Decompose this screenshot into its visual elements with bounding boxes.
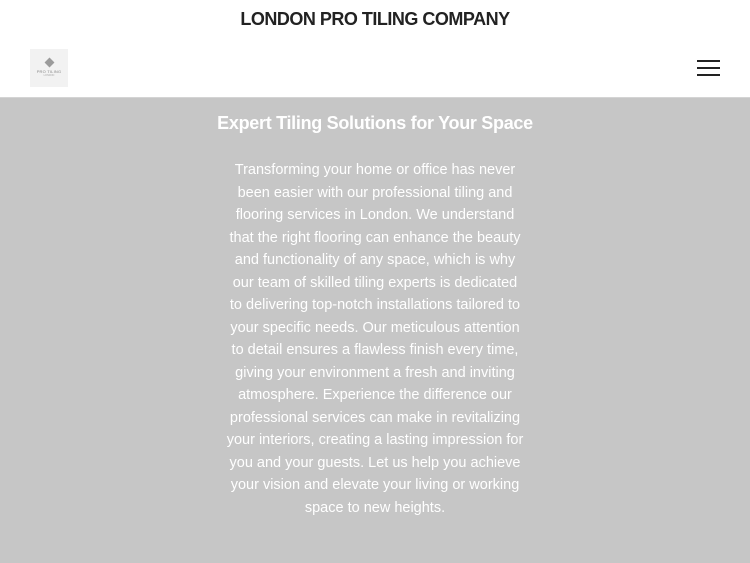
site-title[interactable]: LONDON PRO TILING COMPANY	[240, 9, 510, 29]
site-logo[interactable]	[30, 49, 68, 87]
logo-subtext: LONDON	[43, 74, 55, 77]
menu-bar-line	[697, 60, 720, 62]
menu-bar-line	[697, 67, 720, 69]
hamburger-menu-icon[interactable]	[697, 58, 721, 78]
logo-text: PRO TILING	[36, 69, 62, 74]
site-header	[0, 0, 750, 98]
diamond-logo-icon	[44, 58, 54, 68]
hero-heading: Expert Tiling Solutions for Your Space	[217, 113, 533, 133]
menu-bar-line	[697, 74, 720, 76]
hero-body-text: Transforming your home or office has never been easier with our professional tiling and flooring services in London. We understand that the right flooring can enhance the beauty and functionality of any space, which is why our team of skilled tiling experts is dedicated to delivering top-notch installations tailored to your specific needs. Our meticulous attention to detail ensures a flawless finish every time, giving your environment a fresh and inviting atmosphere. Experience the difference our professional services can make in revitalizing your interiors, creating a lasting impression for you and your guests. Let us help you achieve your vision and elevate your living or working space to new heights.	[226, 162, 524, 516]
